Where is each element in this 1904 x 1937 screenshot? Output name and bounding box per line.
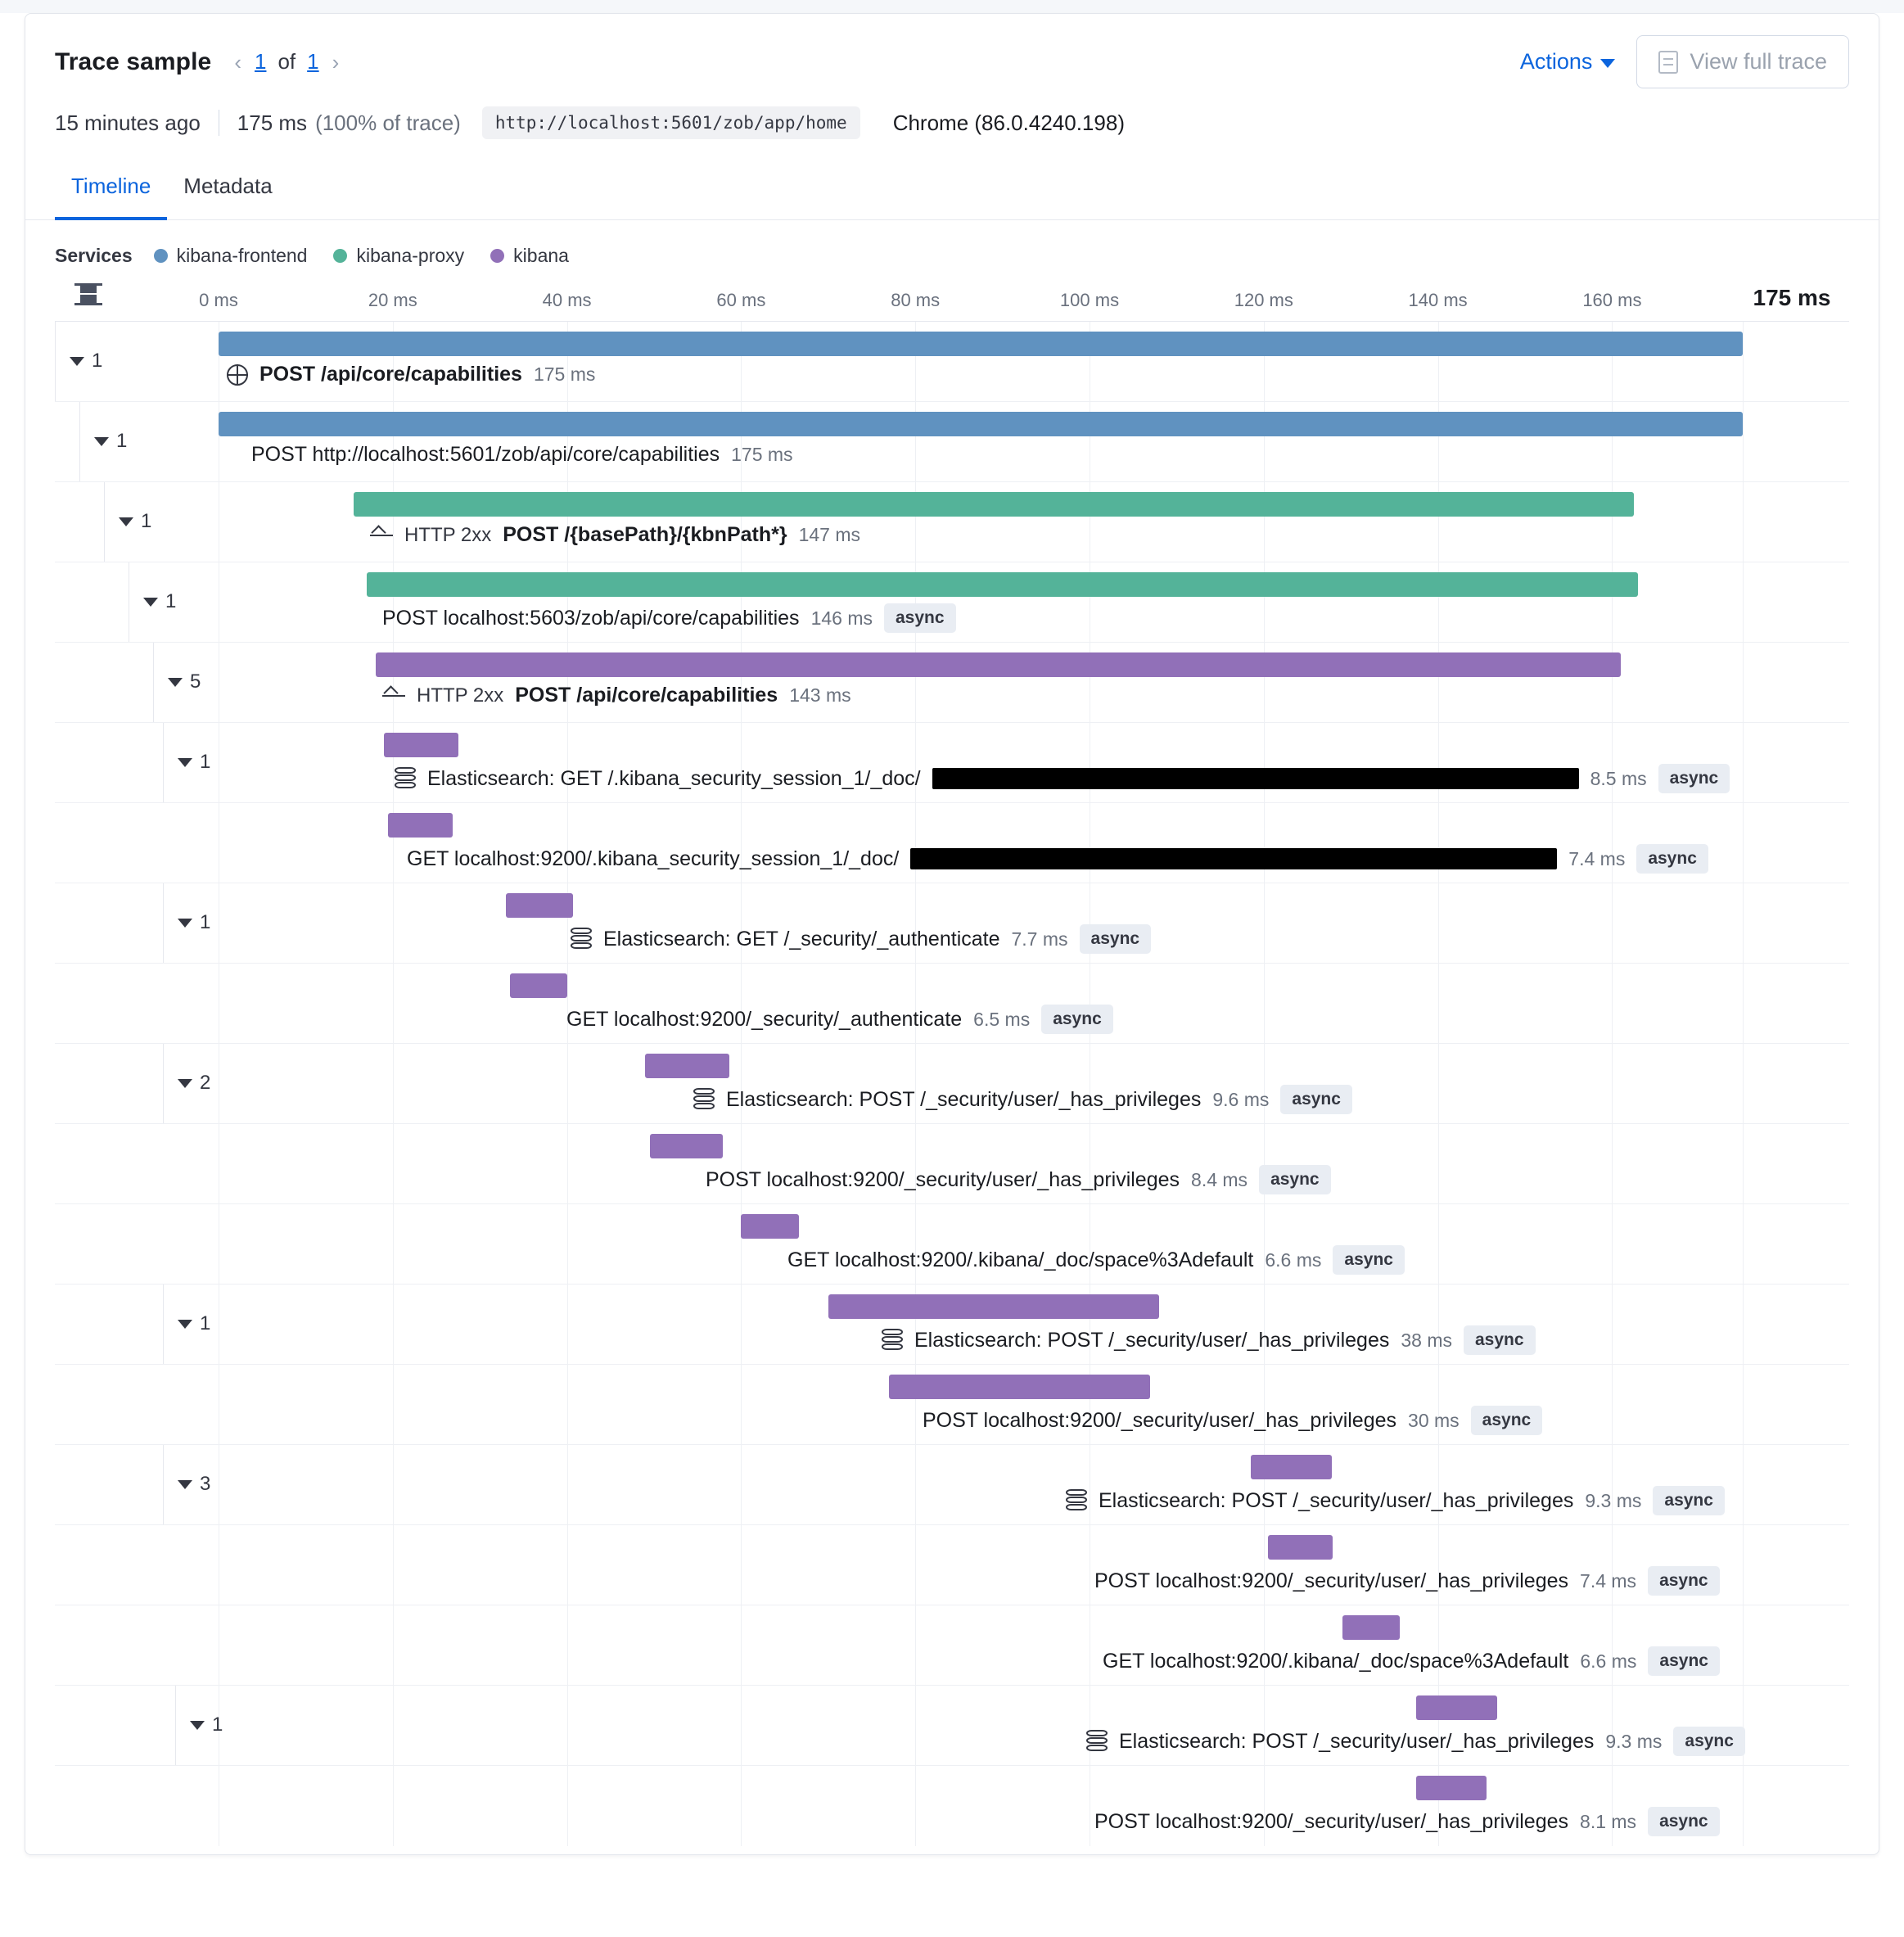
grid-line xyxy=(1743,482,1744,562)
trace-url-badge: http://localhost:5601/zob/app/home xyxy=(482,106,860,139)
child-count: 1 xyxy=(92,350,103,372)
database-icon xyxy=(1086,1730,1108,1753)
chevron-down-icon xyxy=(94,437,109,446)
grid-line xyxy=(741,1525,742,1605)
span-name: POST localhost:5603/zob/api/core/capabilities xyxy=(382,606,800,630)
grid-line xyxy=(567,1445,568,1524)
span-name: POST /api/core/capabilities xyxy=(515,684,778,707)
grid-line xyxy=(1612,883,1613,963)
indent-guide xyxy=(153,643,154,722)
span-label xyxy=(1094,1807,1720,1836)
chevron-down-icon xyxy=(178,1079,192,1088)
waterfall-row[interactable] xyxy=(55,1044,1849,1124)
span-bar[interactable] xyxy=(510,973,566,998)
trace-duration: 175 ms xyxy=(237,110,308,135)
async-badge: async xyxy=(1636,844,1708,874)
grid-line xyxy=(915,1445,916,1524)
row-expand-toggle[interactable] xyxy=(178,1312,210,1335)
grid-line xyxy=(1743,803,1744,883)
services-label: Services xyxy=(55,245,133,266)
grid-line xyxy=(741,1445,742,1524)
grid-line xyxy=(741,1686,742,1765)
span-label xyxy=(227,363,595,386)
grid-line xyxy=(1743,322,1744,401)
span-name: Elasticsearch: POST /_security/user/_has_privileges xyxy=(1099,1488,1574,1512)
indent-guide xyxy=(55,322,56,401)
span-bar[interactable] xyxy=(889,1375,1150,1399)
async-badge: async xyxy=(1653,1486,1725,1515)
span-label xyxy=(251,443,793,467)
span-name: Elasticsearch: GET /.kibana_security_session_1/_doc/ xyxy=(427,766,921,790)
database-icon xyxy=(693,1088,715,1111)
waterfall-row[interactable] xyxy=(55,1124,1849,1204)
waterfall-row[interactable] xyxy=(55,1525,1849,1605)
grid-line xyxy=(741,1285,742,1364)
span-bar[interactable] xyxy=(219,332,1743,356)
chevron-down-icon xyxy=(70,357,84,366)
span-duration: 30 ms xyxy=(1408,1409,1460,1431)
span-bar[interactable] xyxy=(1251,1455,1332,1479)
tab-metadata[interactable]: Metadata xyxy=(183,174,273,198)
grid-line xyxy=(567,1686,568,1765)
grid-line xyxy=(567,1766,568,1846)
legend-label: kibana-proxy xyxy=(356,245,465,266)
async-badge: async xyxy=(1673,1727,1745,1756)
browser-info: Chrome (86.0.4240.198) xyxy=(892,110,1125,135)
redacted-text xyxy=(932,768,1579,789)
span-duration: 7.4 ms xyxy=(1580,1569,1637,1592)
grid-line xyxy=(741,1605,742,1685)
grid-line xyxy=(393,1445,394,1524)
axis-tick: 160 ms xyxy=(1582,290,1642,310)
grid-line xyxy=(393,1285,394,1364)
span-name: POST /{basePath}/{kbnPath*} xyxy=(503,523,787,546)
indent-guide xyxy=(79,402,80,481)
span-bar[interactable] xyxy=(367,572,1638,597)
trace-tabs xyxy=(25,160,1879,220)
span-duration: 7.7 ms xyxy=(1011,928,1068,950)
grid-line xyxy=(1743,1445,1744,1524)
page-title: Trace sample xyxy=(55,47,212,75)
services-legend xyxy=(25,220,1879,267)
grid-line xyxy=(567,1204,568,1284)
waterfall-row[interactable] xyxy=(55,322,1849,402)
waterfall-row[interactable] xyxy=(55,1285,1849,1365)
grid-line xyxy=(1438,1124,1439,1203)
row-expand-toggle[interactable] xyxy=(143,590,176,613)
async-badge: async xyxy=(1259,1165,1331,1194)
grid-line xyxy=(1743,1204,1744,1284)
tab-timeline[interactable]: Timeline xyxy=(55,160,167,220)
trace-pager xyxy=(232,49,341,74)
waterfall-row[interactable] xyxy=(55,562,1849,643)
database-icon xyxy=(395,767,416,790)
waterfall-row[interactable] xyxy=(55,1365,1849,1445)
view-full-trace-label: View full trace xyxy=(1690,49,1827,74)
grid-line xyxy=(393,883,394,963)
actions-button[interactable] xyxy=(1520,49,1616,74)
indent-guide xyxy=(175,1686,176,1765)
grid-line xyxy=(393,1124,394,1203)
span-bar[interactable] xyxy=(1416,1776,1487,1800)
grid-line xyxy=(393,964,394,1043)
span-bar[interactable] xyxy=(384,733,458,757)
grid-line xyxy=(1743,1124,1744,1203)
axis-tick: 120 ms xyxy=(1234,290,1293,310)
row-expand-toggle[interactable] xyxy=(190,1714,223,1736)
async-badge: async xyxy=(1280,1085,1352,1114)
indent-guide xyxy=(163,1044,164,1123)
grid-line xyxy=(1743,1365,1744,1444)
database-icon xyxy=(571,928,592,950)
legend-item-kibana-frontend xyxy=(154,245,308,267)
grid-line xyxy=(741,1365,742,1444)
grid-line xyxy=(1612,1204,1613,1284)
header-actions xyxy=(1520,35,1849,88)
axis-total-duration: 175 ms xyxy=(1753,285,1831,310)
grid-line xyxy=(1612,1285,1613,1364)
axis-tick: 0 ms xyxy=(199,290,238,310)
span-duration: 143 ms xyxy=(789,684,851,706)
grid-line xyxy=(393,1044,394,1123)
grid-line xyxy=(567,1365,568,1444)
waterfall-row[interactable] xyxy=(55,643,1849,723)
span-bar[interactable] xyxy=(506,893,573,918)
span-duration: 146 ms xyxy=(810,607,873,629)
timeline-axis xyxy=(55,275,1849,321)
row-expand-toggle[interactable] xyxy=(178,751,210,774)
span-bar[interactable] xyxy=(650,1134,723,1158)
chevron-down-icon xyxy=(178,1320,192,1329)
grid-line xyxy=(915,1605,916,1685)
span-label xyxy=(693,1085,1352,1114)
trace-duration-percent: (100% of trace) xyxy=(315,110,461,135)
grid-line xyxy=(393,1686,394,1765)
pager-prev-icon[interactable]: ‹ xyxy=(234,49,241,74)
span-duration: 175 ms xyxy=(731,444,793,465)
grid-line xyxy=(393,1365,394,1444)
child-count: 1 xyxy=(212,1714,223,1736)
async-badge: async xyxy=(1333,1245,1405,1275)
indent-guide xyxy=(104,482,105,562)
span-label xyxy=(382,684,851,707)
axis-tick: 80 ms xyxy=(891,290,941,310)
span-name: POST localhost:9200/_security/user/_has_privileges xyxy=(1094,1569,1569,1592)
grid-line xyxy=(1612,1124,1613,1203)
row-expand-toggle[interactable] xyxy=(178,1072,210,1095)
pager-next-icon[interactable]: › xyxy=(332,49,340,74)
span-label xyxy=(706,1165,1331,1194)
axis-tick: 100 ms xyxy=(1059,290,1120,310)
grid-line xyxy=(1438,883,1439,963)
database-icon xyxy=(1066,1489,1087,1512)
child-count: 1 xyxy=(165,590,177,612)
span-name: POST /api/core/capabilities xyxy=(259,363,522,386)
chevron-down-icon xyxy=(143,598,158,607)
document-icon xyxy=(1658,51,1678,74)
span-label xyxy=(882,1325,1536,1355)
grid-line xyxy=(567,1044,568,1123)
span-bar[interactable] xyxy=(1268,1535,1333,1560)
span-name: GET localhost:9200/_security/_authenticate xyxy=(566,1007,963,1031)
span-bar[interactable] xyxy=(376,652,1622,677)
waterfall-row[interactable] xyxy=(55,1204,1849,1285)
child-count: 2 xyxy=(200,1072,211,1094)
span-label xyxy=(370,523,860,547)
waterfall-row[interactable] xyxy=(55,1766,1849,1846)
async-badge: async xyxy=(1648,1807,1720,1836)
grid-line xyxy=(567,1124,568,1203)
span-name: GET localhost:9200/.kibana/_doc/space%3Adefault xyxy=(787,1248,1254,1271)
grid-line xyxy=(1743,1044,1744,1123)
span-label xyxy=(923,1406,1542,1435)
legend-color-dot xyxy=(333,249,347,263)
span-duration: 9.6 ms xyxy=(1212,1088,1270,1110)
span-label xyxy=(382,603,956,633)
span-duration: 6.6 ms xyxy=(1580,1650,1637,1672)
span-duration: 9.3 ms xyxy=(1605,1730,1663,1752)
async-badge: async xyxy=(1648,1566,1720,1596)
span-duration: 8.5 ms xyxy=(1590,767,1647,789)
trace-waterfall xyxy=(55,321,1849,1846)
grid-line xyxy=(915,1525,916,1605)
waterfall-row[interactable] xyxy=(55,803,1849,883)
child-count: 1 xyxy=(141,510,152,532)
span-duration: 6.5 ms xyxy=(973,1008,1031,1030)
span-name: Elasticsearch: POST /_security/user/_has_privileges xyxy=(1119,1729,1595,1753)
span-bar[interactable] xyxy=(388,813,453,838)
indent-guide xyxy=(163,1285,164,1364)
span-name: POST localhost:9200/_security/user/_has_privileges xyxy=(1094,1809,1569,1833)
grid-line xyxy=(915,1766,916,1846)
row-expand-toggle[interactable] xyxy=(178,911,210,934)
span-label xyxy=(571,924,1151,954)
span-name: POST localhost:9200/_security/user/_has_privileges xyxy=(706,1167,1180,1191)
span-label xyxy=(395,764,1730,793)
span-bar[interactable] xyxy=(741,1214,798,1239)
pager-current[interactable]: 1 xyxy=(255,49,267,74)
span-name: POST http://localhost:5601/zob/api/core/capabilities xyxy=(251,443,720,466)
waterfall-row[interactable] xyxy=(55,402,1849,482)
async-badge: async xyxy=(1080,924,1152,954)
child-count: 1 xyxy=(200,911,211,933)
chevron-down-icon xyxy=(168,678,183,687)
span-bar[interactable] xyxy=(645,1054,729,1078)
span-duration: 8.1 ms xyxy=(1580,1810,1637,1832)
child-count: 5 xyxy=(190,670,201,693)
async-badge: async xyxy=(1041,1005,1113,1034)
globe-icon xyxy=(227,364,248,386)
grid-line xyxy=(1438,1204,1439,1284)
trace-panel xyxy=(25,13,1879,1855)
axis-tick: 60 ms xyxy=(716,290,766,310)
chevron-down-icon xyxy=(1600,59,1615,68)
view-full-trace-button[interactable] xyxy=(1636,35,1849,88)
waterfall-row[interactable] xyxy=(55,1445,1849,1525)
timestamp: 15 minutes ago xyxy=(55,110,201,135)
grid-line xyxy=(1743,883,1744,963)
span-label xyxy=(1066,1486,1725,1515)
grid-line xyxy=(393,1525,394,1605)
pager-of-label: of xyxy=(277,49,296,74)
grid-line xyxy=(1438,1044,1439,1123)
span-bar[interactable] xyxy=(828,1294,1159,1319)
legend-label: kibana xyxy=(513,245,569,266)
legend-label: kibana-frontend xyxy=(176,245,308,266)
trace-sample-page xyxy=(0,13,1904,1937)
chevron-down-icon xyxy=(119,517,133,526)
row-expand-toggle[interactable] xyxy=(168,670,201,693)
row-expand-toggle[interactable] xyxy=(94,430,127,453)
span-duration: 6.6 ms xyxy=(1265,1248,1322,1271)
http-status-label: HTTP 2xx xyxy=(404,523,492,546)
span-duration: 8.4 ms xyxy=(1191,1168,1248,1190)
async-badge: async xyxy=(884,603,956,633)
pager-total[interactable]: 1 xyxy=(307,49,319,74)
database-icon xyxy=(882,1329,903,1352)
chevron-down-icon xyxy=(190,1721,205,1730)
span-name: Elasticsearch: GET /_security/_authenticate xyxy=(603,927,1000,950)
grid-line xyxy=(1438,964,1439,1043)
grid-line xyxy=(1743,1605,1744,1685)
grid-line xyxy=(393,1766,394,1846)
waterfall-row[interactable] xyxy=(55,883,1849,964)
actions-label: Actions xyxy=(1519,49,1593,74)
grid-line xyxy=(393,1204,394,1284)
span-name: POST localhost:9200/_security/user/_has_privileges xyxy=(923,1408,1397,1432)
waterfall-row[interactable] xyxy=(55,964,1849,1044)
axis-tick: 40 ms xyxy=(542,290,592,310)
indent-guide xyxy=(163,723,164,802)
span-duration: 9.3 ms xyxy=(1585,1489,1642,1511)
trace-subheader xyxy=(25,88,1879,139)
chevron-down-icon xyxy=(178,758,192,767)
grid-line xyxy=(1612,1044,1613,1123)
span-label xyxy=(1103,1646,1720,1676)
grid-line xyxy=(1264,964,1265,1043)
span-duration: 38 ms xyxy=(1401,1329,1452,1351)
grid-line xyxy=(393,1605,394,1685)
grid-line xyxy=(1743,562,1744,642)
span-bar[interactable] xyxy=(354,492,1634,517)
async-badge: async xyxy=(1464,1325,1536,1355)
waterfall-row[interactable] xyxy=(55,723,1849,803)
span-label xyxy=(566,1005,1113,1034)
row-expand-toggle[interactable] xyxy=(70,350,102,372)
collapse-all-icon[interactable] xyxy=(74,280,102,308)
grid-line xyxy=(1743,723,1744,802)
span-name: GET localhost:9200/.kibana_security_session_1/_doc/ xyxy=(407,847,900,870)
grid-line xyxy=(1743,402,1744,481)
span-label xyxy=(787,1245,1405,1275)
span-name: GET localhost:9200/.kibana/_doc/space%3Adefault xyxy=(1103,1649,1569,1673)
axis-tick: 20 ms xyxy=(368,290,417,310)
http-status-label: HTTP 2xx xyxy=(417,684,504,707)
grid-line xyxy=(1612,1365,1613,1444)
legend-item-kibana xyxy=(490,245,569,267)
row-expand-toggle[interactable] xyxy=(178,1473,210,1496)
span-label xyxy=(1086,1727,1745,1756)
child-count: 1 xyxy=(200,1312,211,1334)
async-badge: async xyxy=(1658,764,1730,793)
chevron-down-icon xyxy=(178,1480,192,1489)
row-expand-toggle[interactable] xyxy=(119,510,151,533)
child-count: 1 xyxy=(116,430,128,452)
async-badge: async xyxy=(1648,1646,1720,1676)
grid-line xyxy=(1612,964,1613,1043)
grid-line xyxy=(1743,1766,1744,1846)
span-bar[interactable] xyxy=(219,412,1743,436)
indent-guide xyxy=(163,1445,164,1524)
waterfall-row[interactable] xyxy=(55,1686,1849,1766)
legend-item-kibana-proxy xyxy=(333,245,464,267)
span-duration: 7.4 ms xyxy=(1568,847,1626,869)
grid-line xyxy=(1743,643,1744,722)
grid-line xyxy=(741,1766,742,1846)
grid-line xyxy=(1743,1285,1744,1364)
span-duration: 147 ms xyxy=(798,524,861,545)
waterfall-row[interactable] xyxy=(55,1605,1849,1686)
child-count: 3 xyxy=(200,1473,211,1495)
legend-color-dot xyxy=(490,249,504,263)
waterfall-row[interactable] xyxy=(55,482,1849,562)
span-bar[interactable] xyxy=(1342,1615,1400,1640)
span-link-icon xyxy=(370,526,393,545)
grid-line xyxy=(567,1605,568,1685)
legend-color-dot xyxy=(154,249,168,263)
grid-line xyxy=(1264,883,1265,963)
grid-line xyxy=(915,1686,916,1765)
span-name: Elasticsearch: POST /_security/user/_has_privileges xyxy=(726,1087,1202,1111)
span-label xyxy=(1094,1566,1720,1596)
grid-line xyxy=(1743,964,1744,1043)
chevron-down-icon xyxy=(178,919,192,928)
trace-header xyxy=(25,14,1879,88)
child-count: 1 xyxy=(200,751,211,773)
span-name: Elasticsearch: POST /_security/user/_has_privileges xyxy=(914,1328,1390,1352)
span-link-icon xyxy=(382,686,405,706)
span-duration: 175 ms xyxy=(533,363,596,385)
indent-guide xyxy=(163,883,164,963)
axis-tick: 140 ms xyxy=(1408,290,1468,310)
grid-line xyxy=(1743,1525,1744,1605)
redacted-text xyxy=(910,848,1557,869)
span-label xyxy=(407,844,1708,874)
grid-line xyxy=(567,1285,568,1364)
span-bar[interactable] xyxy=(1416,1695,1497,1720)
grid-line xyxy=(567,1525,568,1605)
async-badge: async xyxy=(1471,1406,1543,1435)
